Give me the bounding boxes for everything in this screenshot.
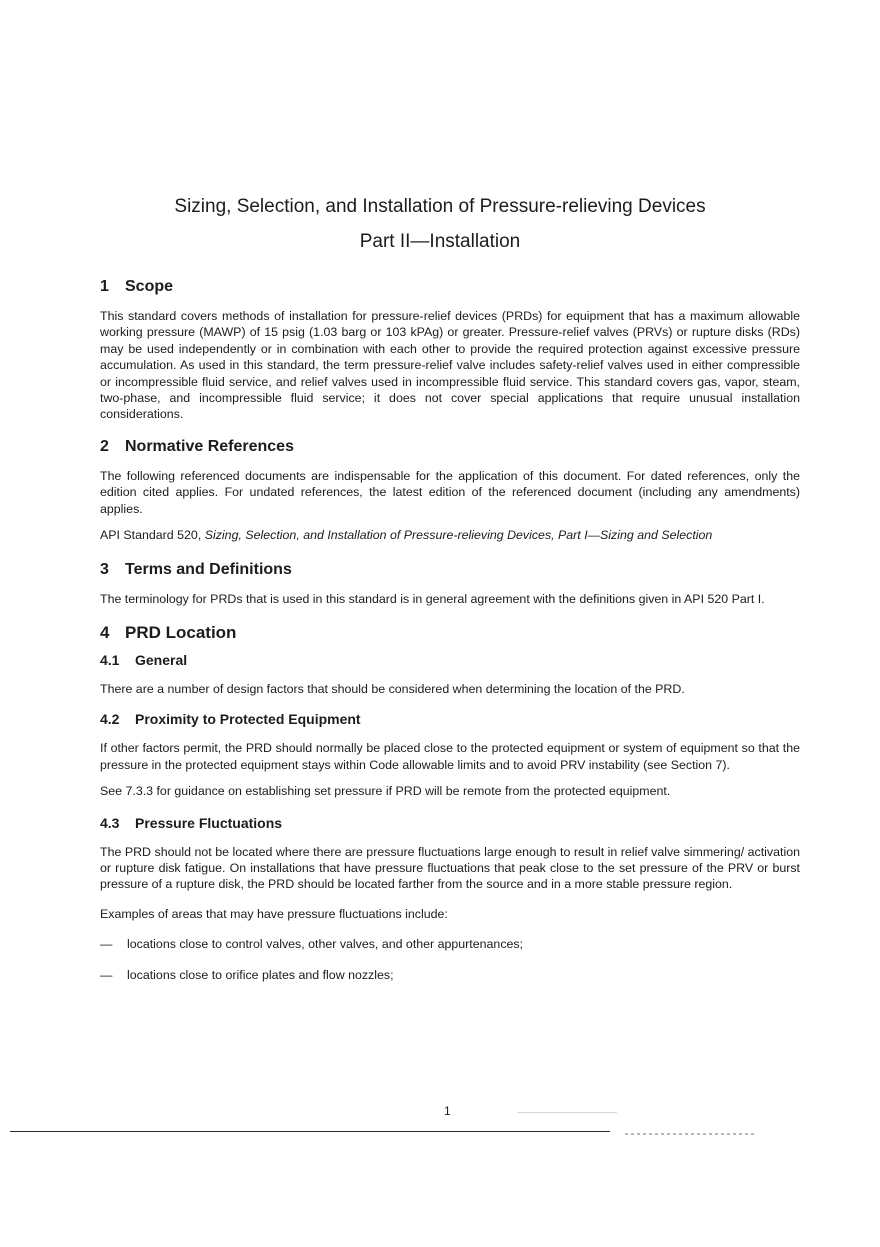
reference-title: Sizing, Selection, and Installation of Pressure-relieving Devices, Part I—Sizing and Selection bbox=[204, 528, 713, 543]
section-title: Terms and Definitions bbox=[125, 561, 292, 579]
section-number: 1 bbox=[100, 278, 109, 295]
section-title: Normative References bbox=[125, 437, 294, 455]
section-4-heading bbox=[100, 622, 800, 644]
section-1-heading bbox=[100, 276, 800, 298]
subsection-4-3-heading bbox=[100, 813, 800, 833]
page-number: 1 bbox=[444, 1104, 451, 1118]
document-subtitle: Part II—Installation bbox=[359, 231, 521, 252]
proximity-note-paragraph: See 7.3.3 for guidance on establishing set pressure if PRD will be remote from the protected equipment. bbox=[100, 784, 671, 799]
subsection-4-1-heading bbox=[100, 650, 800, 670]
section-number: 3 bbox=[100, 561, 109, 579]
footer-rule bbox=[10, 1131, 610, 1132]
general-paragraph: There are a number of design factors that should be considered when determining the location of the PRD. bbox=[100, 681, 685, 696]
reference-prefix: API Standard 520, bbox=[100, 528, 205, 543]
subsection-title: General bbox=[135, 651, 188, 668]
examples-intro-paragraph: Examples of areas that may have pressure fluctuations include: bbox=[100, 906, 448, 921]
document-title: Sizing, Selection, and Installation of Pressure-relieving Devices bbox=[174, 196, 706, 217]
section-3-heading bbox=[100, 559, 800, 581]
section-number: 4 bbox=[100, 622, 110, 642]
section-2-heading bbox=[100, 436, 800, 458]
scan-artifact bbox=[517, 1112, 617, 1113]
section-title: PRD Location bbox=[125, 622, 237, 642]
document-body bbox=[100, 276, 800, 983]
section-title: Scope bbox=[125, 278, 174, 295]
subsection-number: 4.2 bbox=[100, 711, 120, 728]
subsection-number: 4.3 bbox=[100, 814, 120, 831]
list-item-text: locations close to orifice plates and flow nozzles; bbox=[127, 967, 394, 982]
list-item-text: locations close to control valves, other valves, and other appurtenances; bbox=[127, 937, 524, 952]
section-number: 2 bbox=[100, 437, 109, 455]
normative-references-paragraph: The following referenced documents are indispensable for the application of this document. For dated references, only the edition cited applies. For undated references, the latest edition of the referenced document (including any amendments) applies. bbox=[100, 468, 800, 516]
subsection-4-2-heading bbox=[100, 709, 800, 729]
list-item bbox=[100, 967, 800, 983]
reference-entry bbox=[100, 527, 800, 543]
scan-artifact bbox=[625, 1133, 755, 1135]
subsection-number: 4.1 bbox=[100, 651, 120, 668]
list-item bbox=[100, 936, 800, 952]
scope-paragraph: This standard covers methods of installation for pressure-relief devices (PRDs) for equipment that has a maximum allowable working pressure (MAWP) of 15 psig (1.03 barg or 103 kPAg) or greater. Pressure-relief valves (PRVs) or rupture disks (RDs) may be used independently or in combination with each other to provide the required protection against excessive pressure accumulation. As used in this standard, the term pressure-relief valve includes safety-relief valves used in either compressible or incompressible fluid service, and relief valves used in incompressible fluid service. This standard covers gas, vapor, steam, two-phase, and incompressible fluid service; it does not cover special applications that require unusual installation considerations. bbox=[100, 309, 800, 422]
proximity-paragraph: If other factors permit, the PRD should normally be placed close to the protected equipment or system of equipment so that the pressure in the protected equipment stays within Code allowable limits and to avoid PRV instability (see Section 7). bbox=[100, 741, 800, 772]
pressure-fluctuations-paragraph: The PRD should not be located where there are pressure fluctuations large enough to result in relief valve simmering/ activation or rupture disk fatigue. On installations that have pressure fluctuations that peak close to the set pressure of the PRV or burst pressure of a rupture disk, the PRD should be located farther from the source and in a more stable pressure region. bbox=[100, 844, 800, 892]
subsection-title: Proximity to Protected Equipment bbox=[135, 711, 361, 728]
subsection-title: Pressure Fluctuations bbox=[135, 814, 283, 831]
list-dash: — bbox=[100, 967, 113, 982]
list-dash: — bbox=[100, 937, 113, 952]
terms-paragraph: The terminology for PRDs that is used in this standard is in general agreement with the definitions given in API 520 Part I. bbox=[100, 592, 765, 607]
